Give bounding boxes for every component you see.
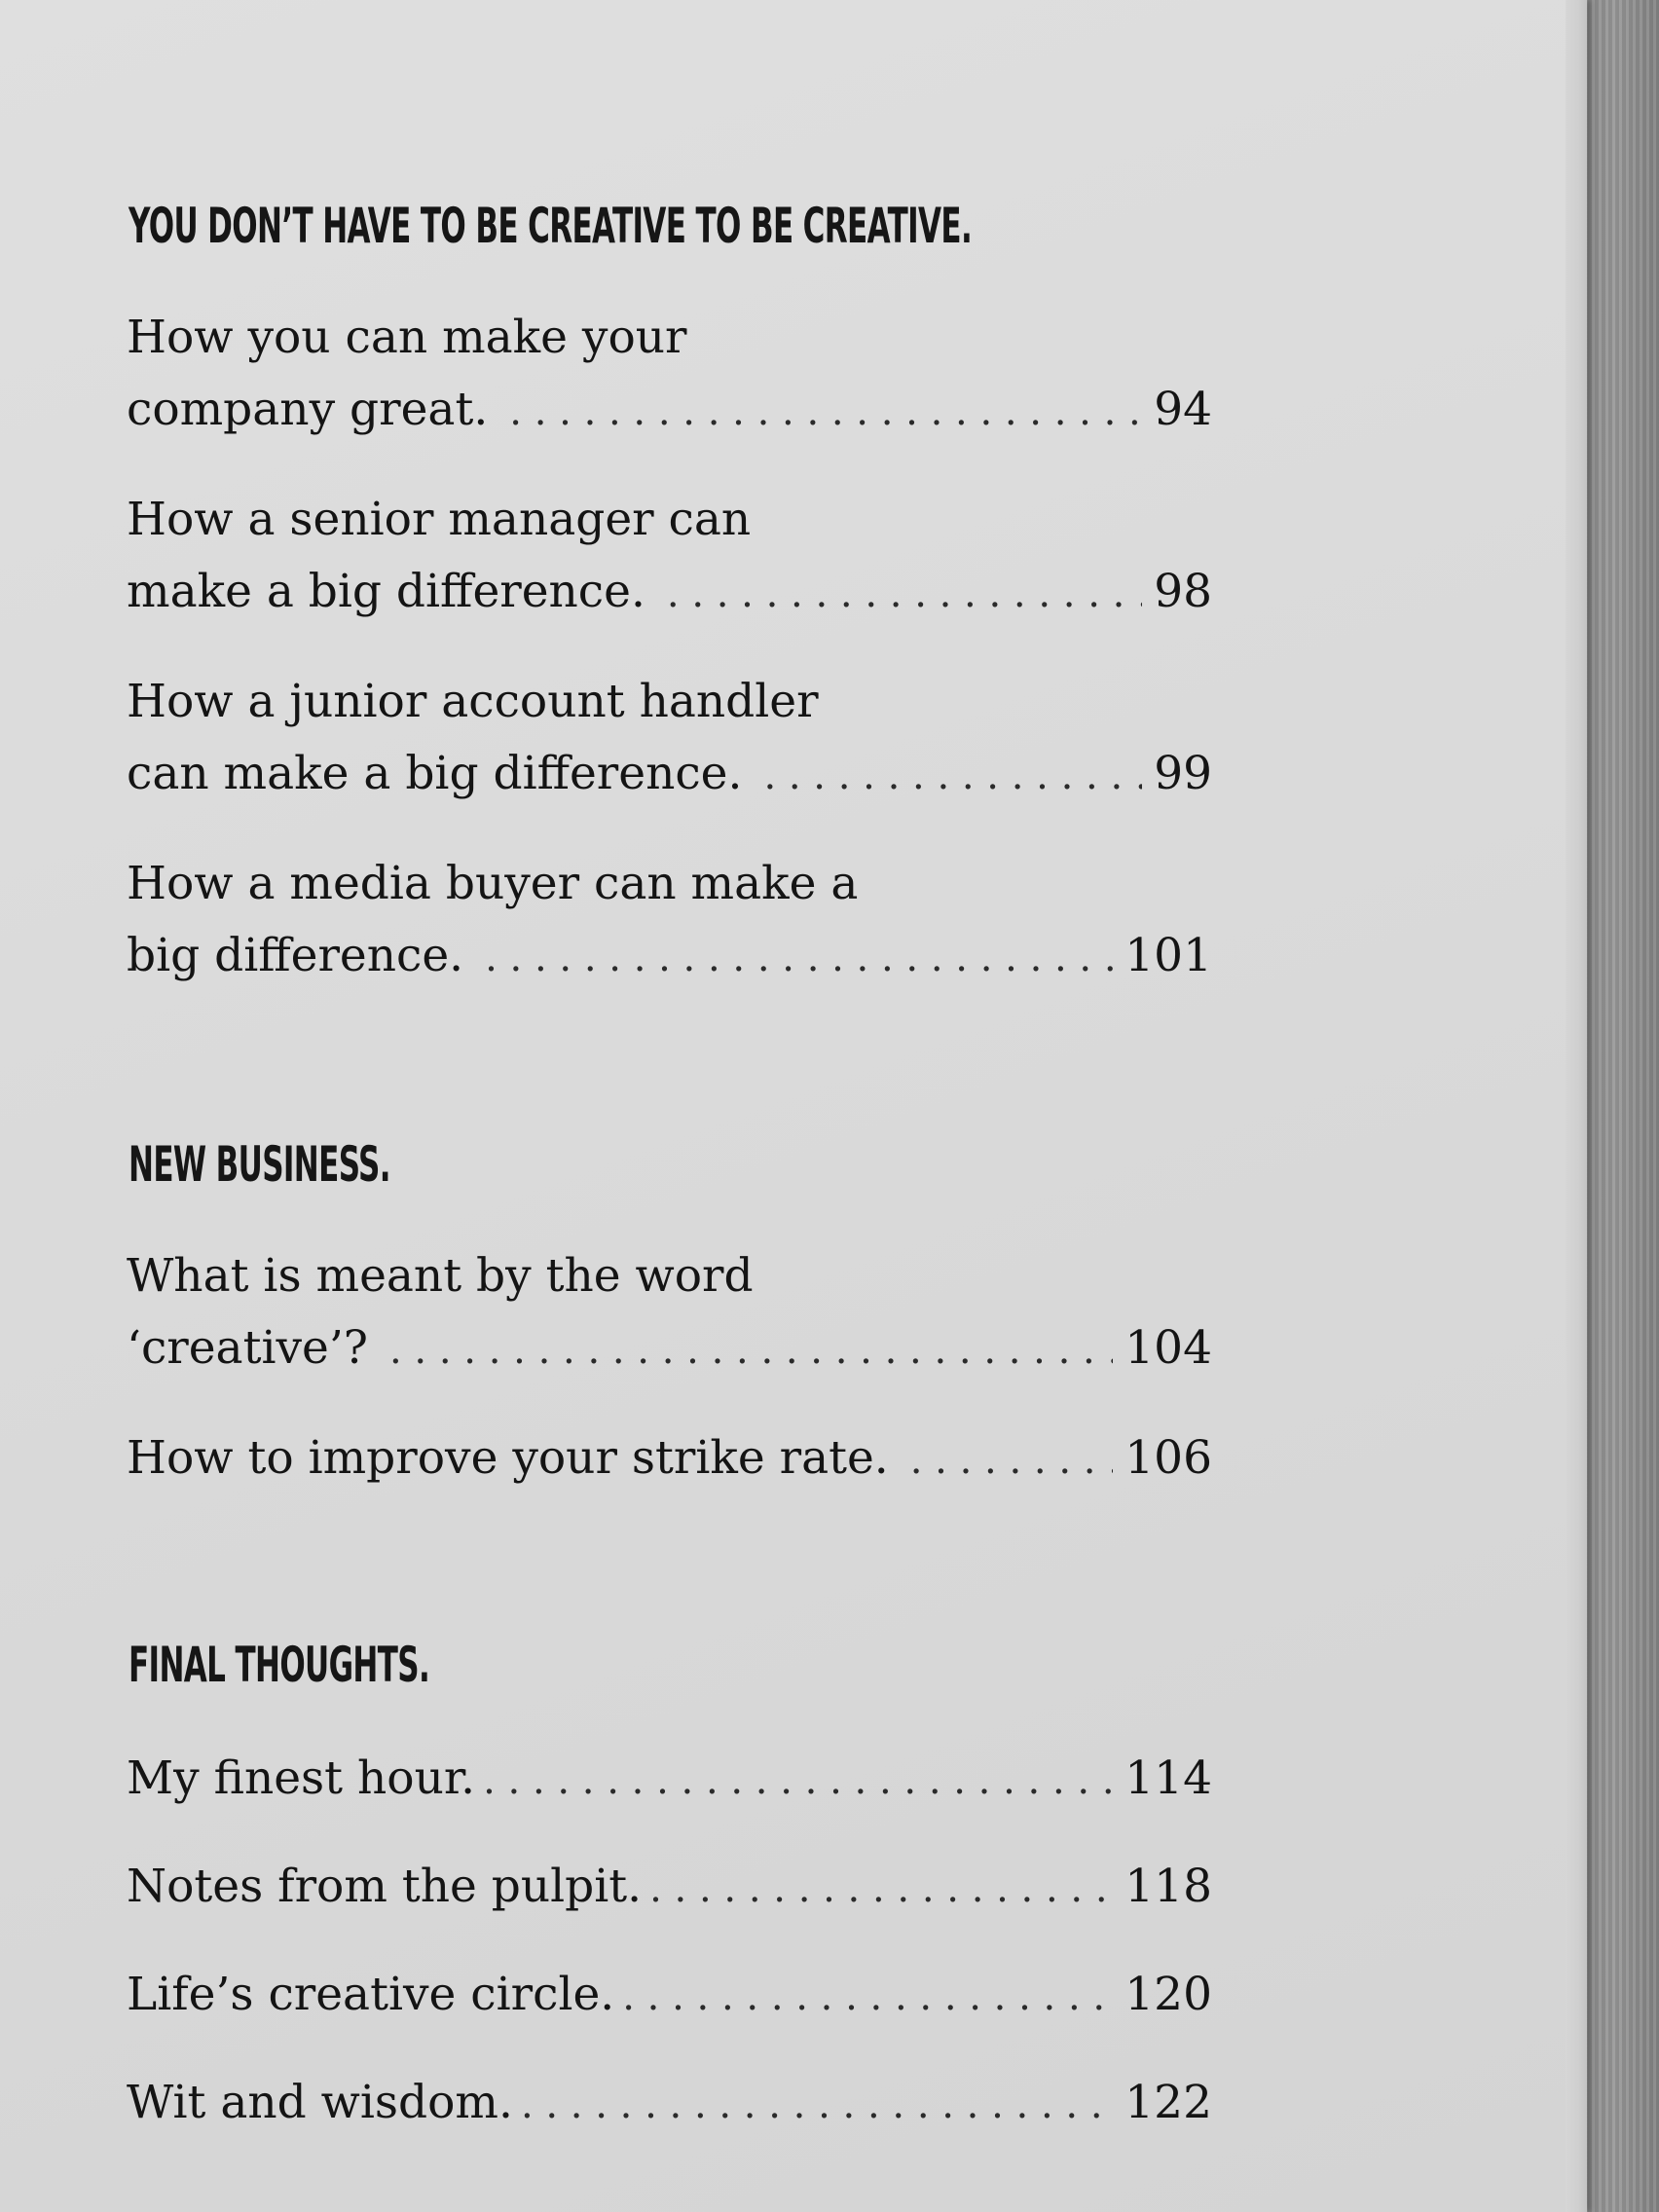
page-number: 118 xyxy=(1124,1860,1212,1913)
entry-title: Wit and wisdom. xyxy=(127,2076,513,2129)
toc-entry xyxy=(127,666,1212,812)
page-number: 122 xyxy=(1124,2076,1212,2129)
entry-title-line1: How you can make your xyxy=(127,311,687,364)
toc-entry xyxy=(127,2067,1212,2141)
dot-leader xyxy=(910,1424,1114,1496)
dot-leader xyxy=(622,1961,1113,2033)
entry-title-line2-row xyxy=(127,556,1212,630)
entry-title-line1: How a media buyer can make a xyxy=(127,857,859,910)
entry-title-line2: big difference. xyxy=(127,929,464,982)
entry-title-line2: make a big difference. xyxy=(127,565,645,618)
section-heading: YOU DON’T HAVE TO BE CREATIVE TO BE CREATIVE. xyxy=(129,198,973,254)
entry-title-row xyxy=(127,1959,1212,2033)
page-number: 98 xyxy=(1154,565,1212,618)
entry-title-line2: ‘creative’? xyxy=(127,1321,368,1375)
dot-leader xyxy=(763,740,1142,812)
dot-leader xyxy=(521,2069,1113,2141)
entry-title-line2: can make a big difference. xyxy=(127,747,743,800)
section-heading: NEW BUSINESS. xyxy=(129,1136,390,1193)
dot-leader xyxy=(649,1853,1113,1925)
entry-title-line1: How a junior account handler xyxy=(127,675,819,728)
entry-title: My finest hour. xyxy=(127,1751,476,1805)
dot-leader xyxy=(389,1314,1113,1386)
entry-title-line1: How a senior manager can xyxy=(127,493,752,546)
entry-title-row xyxy=(127,2067,1212,2141)
entry-title-line2: company great. xyxy=(127,383,489,436)
page-number: 104 xyxy=(1124,1321,1212,1375)
dot-leader xyxy=(483,1745,1113,1817)
entry-title-line2-row xyxy=(127,1312,1212,1386)
page-number: 99 xyxy=(1154,747,1212,800)
section-heading: FINAL THOUGHTS. xyxy=(129,1637,430,1693)
toc-entry xyxy=(127,484,1212,630)
entry-title-line2-row xyxy=(127,920,1212,994)
entry-title-line2-row xyxy=(127,374,1212,448)
entry-title-line2-row xyxy=(127,738,1212,812)
toc-entry xyxy=(127,1422,1212,1496)
entry-title: Life’s creative circle. xyxy=(127,1968,615,2021)
toc-entry xyxy=(127,302,1212,448)
page-number: 94 xyxy=(1154,383,1212,436)
adjacent-page-edge xyxy=(1585,0,1659,2212)
toc-entry xyxy=(127,1240,1212,1386)
entry-title-line1: What is meant by the word xyxy=(127,1249,754,1303)
toc-entry xyxy=(127,1743,1212,1817)
dot-leader xyxy=(667,558,1142,630)
page-number: 101 xyxy=(1124,929,1212,982)
entry-title-row xyxy=(127,1743,1212,1817)
entry-title-row xyxy=(127,1851,1212,1925)
dot-leader xyxy=(509,376,1142,448)
entry-title: How to improve your strike rate. xyxy=(127,1431,889,1485)
page-number: 120 xyxy=(1124,1968,1212,2021)
page-fore-edge xyxy=(1566,0,1587,2212)
toc-entry xyxy=(127,1851,1212,1925)
dot-leader xyxy=(485,922,1113,994)
toc-entry xyxy=(127,848,1212,994)
entry-title-row xyxy=(127,1422,1212,1496)
entry-title: Notes from the pulpit. xyxy=(127,1860,643,1913)
toc-entry xyxy=(127,1959,1212,2033)
page-number: 106 xyxy=(1124,1431,1212,1485)
page-number: 114 xyxy=(1124,1751,1212,1805)
